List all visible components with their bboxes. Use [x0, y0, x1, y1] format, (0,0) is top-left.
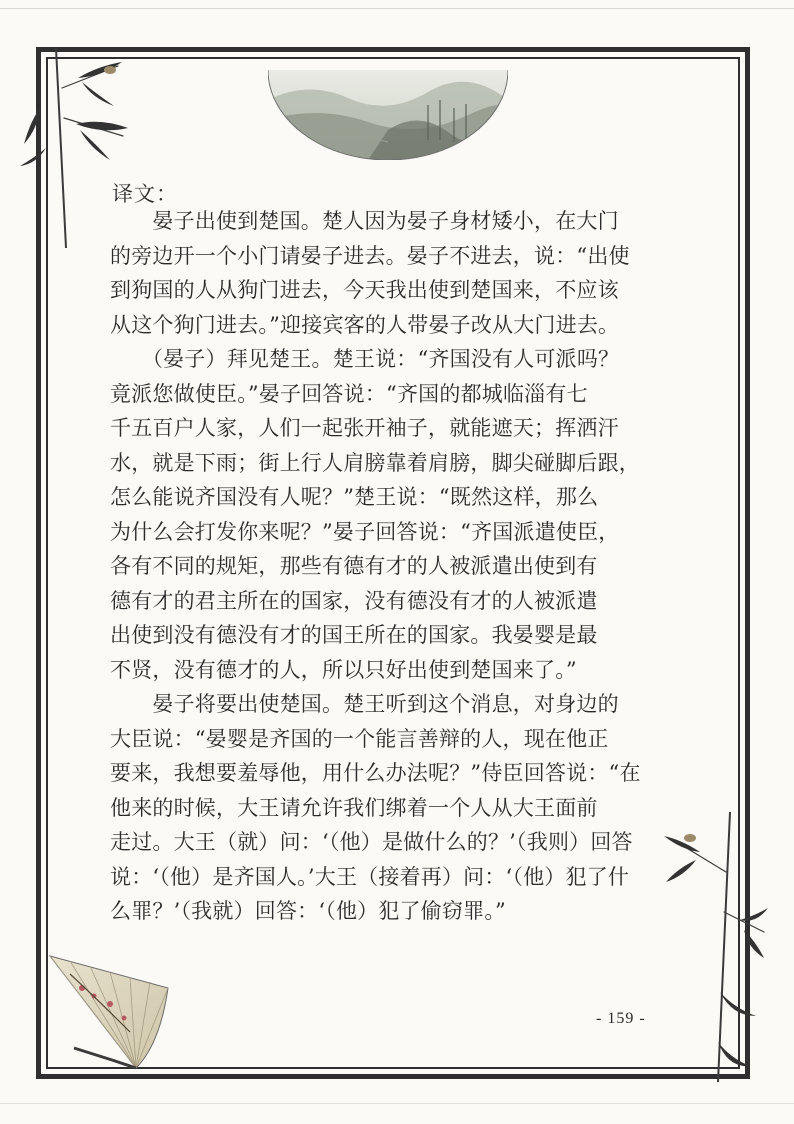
- text-line: 不贤，没有德才的人，所以只好出使到楚国来了。”: [110, 657, 577, 682]
- page-number: - 159 -: [596, 1010, 646, 1027]
- text-line: 么罪？’（我就）回答：‘（他）犯了偷窃罪。”: [110, 899, 506, 923]
- translation-heading: 译文：: [112, 182, 178, 206]
- text-line: 水，就是下雨；街上行人肩膀靠着肩膀，脚尖碰脚后跟，: [110, 450, 640, 475]
- landscape-painting-icon: [268, 70, 508, 160]
- text-line: 到狗国的人从狗门进去，今天我出使到楚国来，不应该: [110, 278, 619, 302]
- top-rule: [0, 8, 794, 9]
- bamboo-branch-icon: [660, 812, 770, 1082]
- text-line: 出使到没有德没有才的国王所在的国家。我晏婴是最: [110, 623, 598, 647]
- text-line: 走过。大王（就）问：‘（他）是做什么的？’（我则）回答: [110, 830, 633, 854]
- folding-fan-icon: [40, 948, 180, 1073]
- text-line: 德有才的君主所在的国家，没有德没有才的人被派遣: [110, 588, 598, 613]
- text-line: 说：‘（他）是齐国人。’大王（接着再）问：‘（他）犯了什: [110, 864, 630, 889]
- text-line: 晏子出使到楚国。楚人因为晏子身材矮小，在大门: [110, 209, 619, 233]
- text-line: 竟派您做使臣。”晏子回答说：“齐国的都城临淄有七: [110, 381, 588, 406]
- text-line: 的旁边开一个小门请晏子进去。晏子不进去，说：“出使: [110, 243, 630, 268]
- text-line: 晏子将要出使楚国。楚王听到这个消息，对身边的: [110, 692, 619, 716]
- bottom-rule: [0, 1103, 794, 1104]
- text-line: 为什么会打发你来呢？”晏子回答说：“齐国派遣使臣，: [110, 519, 620, 544]
- text-line: 大臣说：“晏婴是齐国的一个能言善辩的人，现在他正: [110, 726, 609, 751]
- text-line: 各有不同的规矩，那些有德有才的人被派遣出使到有: [110, 554, 598, 578]
- text-line: 要来，我想要羞辱他，用什么办法呢？”侍臣回答说：“在: [110, 761, 641, 785]
- text-line: 他来的时候，大王请允许我们绑着一个人从大王面前: [110, 795, 598, 820]
- text-line: 从这个狗门进去。”迎接宾客的人带晏子改从大门进去。: [110, 312, 620, 337]
- text-line: 怎么能说齐国没有人呢？”楚王说：“既然这样，那么: [110, 485, 599, 509]
- text-line: 千五百户人家，人们一起张开袖子，就能遮天；挥洒汗: [110, 416, 619, 440]
- translation-body: [110, 204, 686, 929]
- text-line: （晏子）拜见楚王。楚王说：“齐国没有人可派吗？: [110, 347, 620, 371]
